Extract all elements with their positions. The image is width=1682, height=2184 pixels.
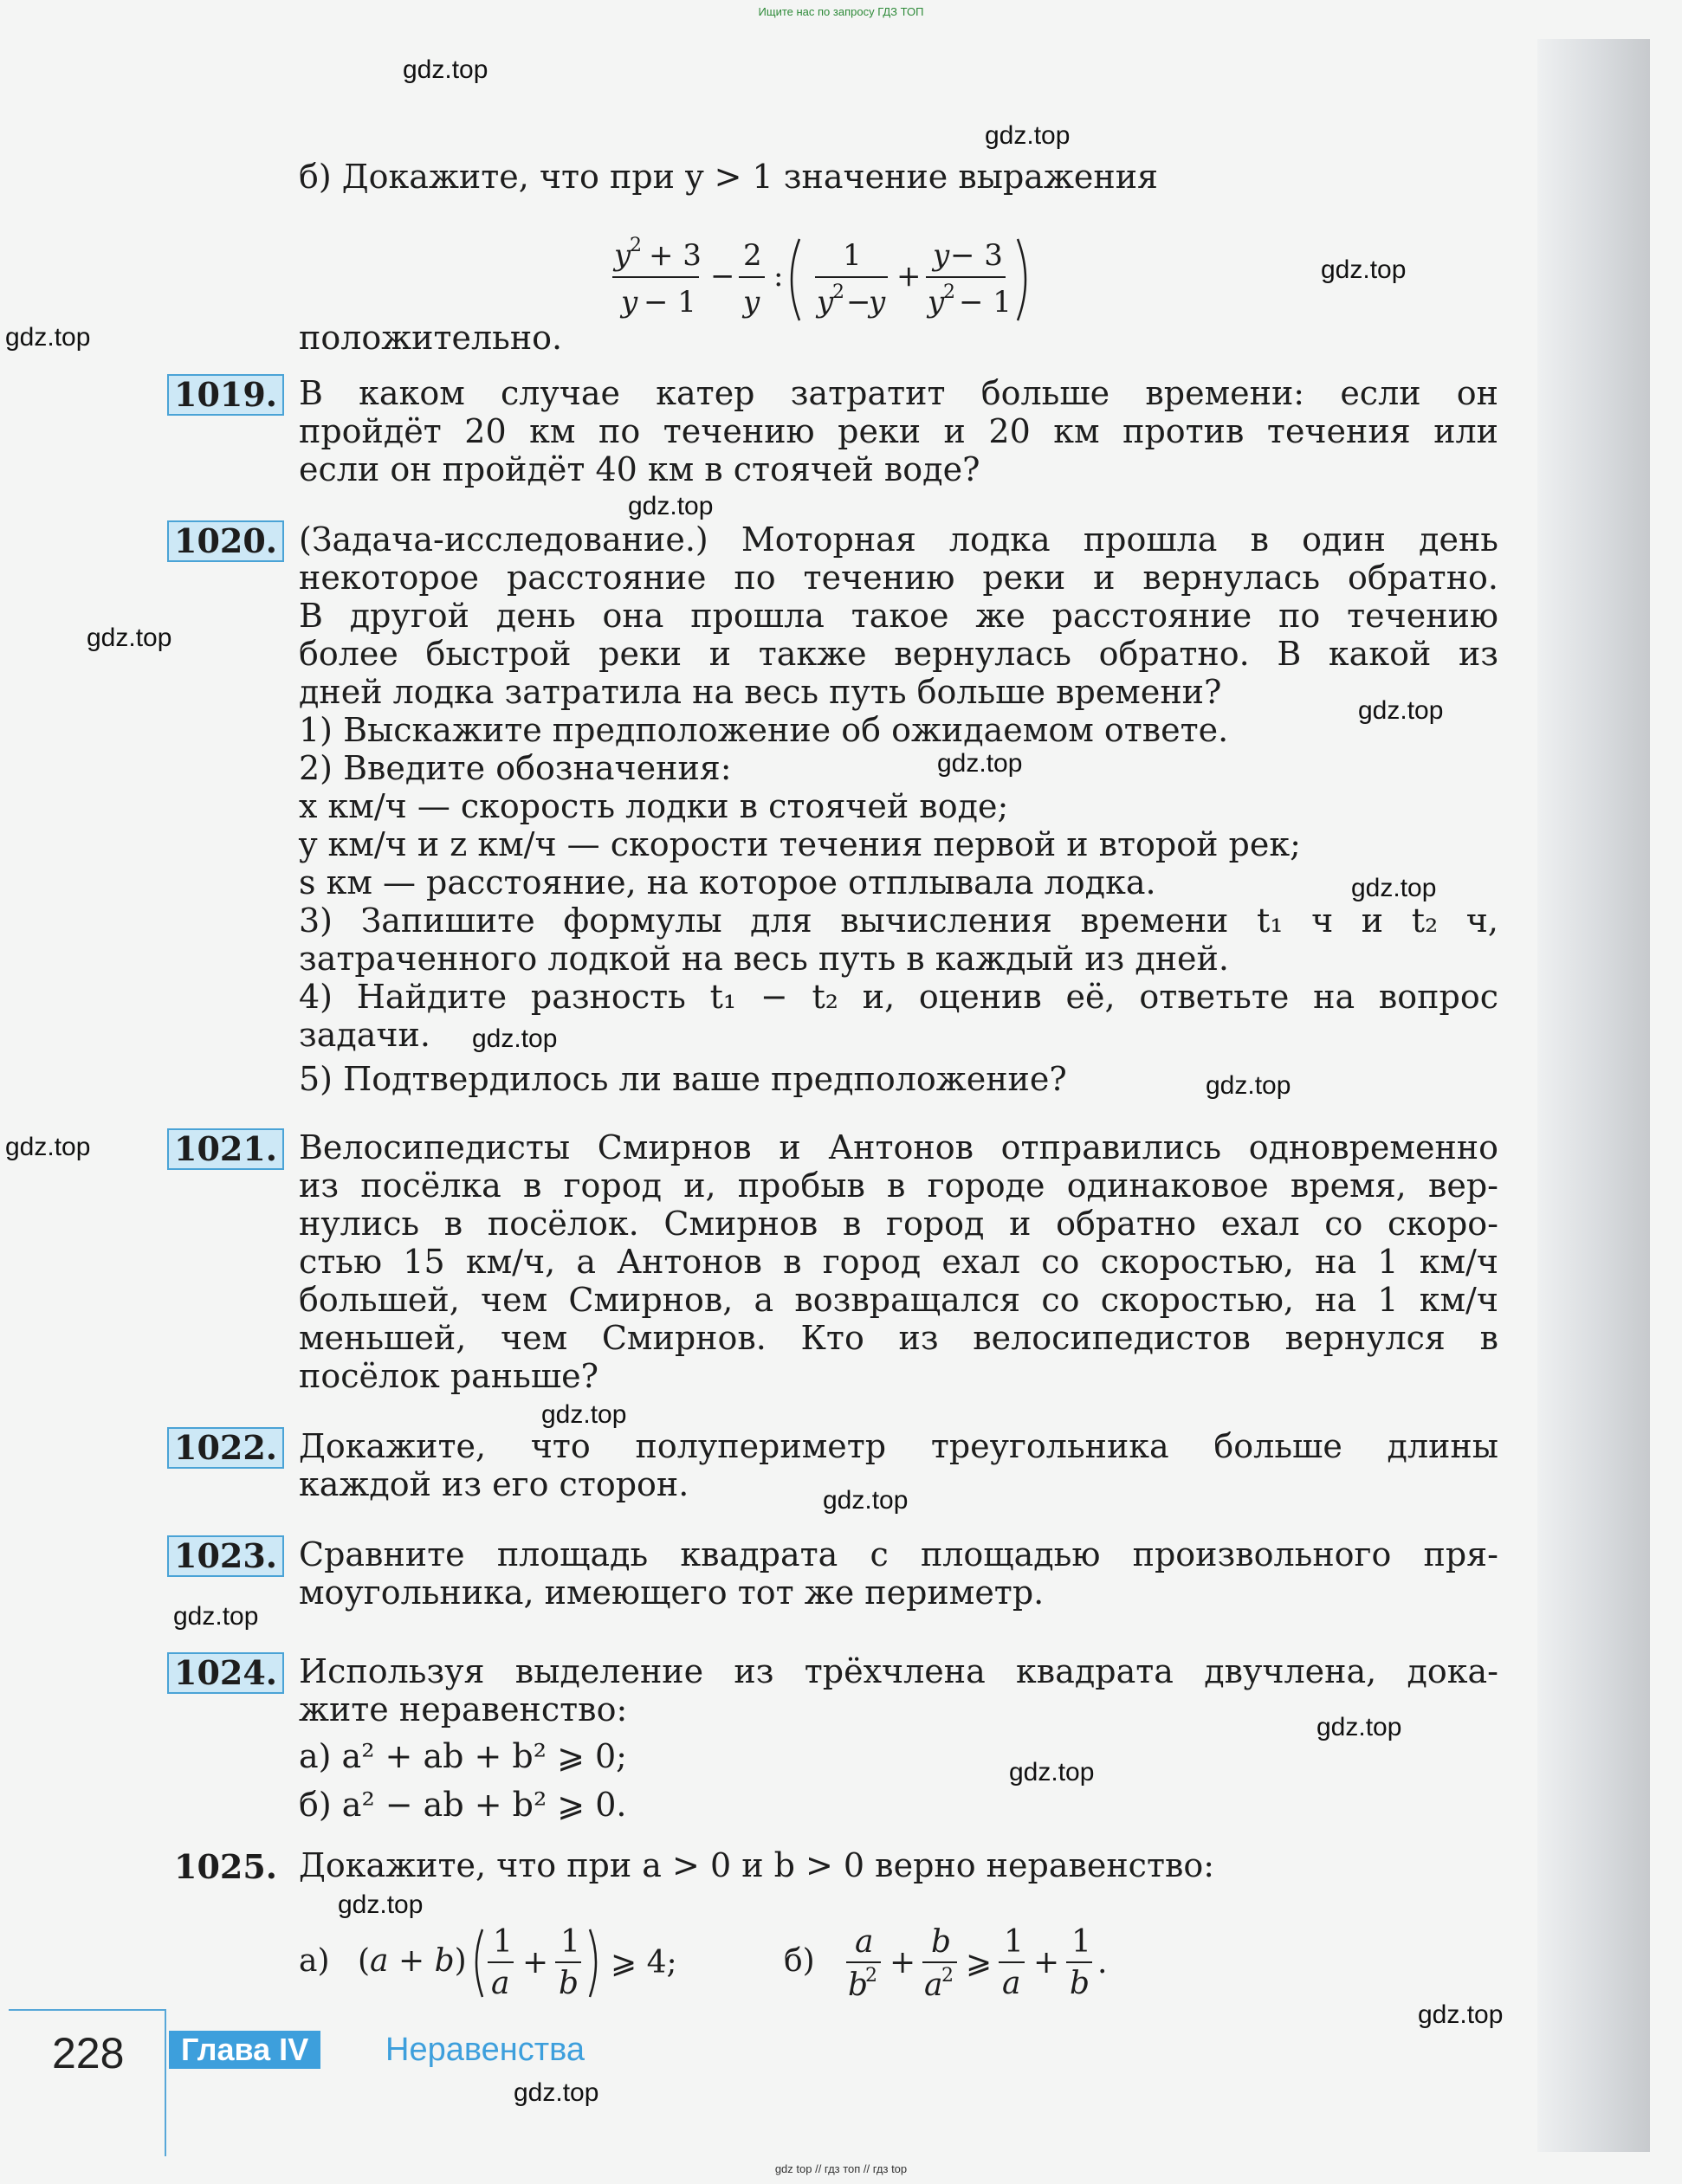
text-line: (Задача-исследование.) Моторная лодка прошла в один день (299, 520, 1498, 559)
svg-text:(a + b): (a + b) (358, 1943, 467, 1979)
svg-text::: : (773, 259, 784, 294)
watermark: gdz.top (985, 121, 1071, 150)
svg-text:1: 1 (1004, 1924, 1024, 1960)
svg-text:b: b (1070, 1966, 1090, 2001)
text-line: Велосипедисты Смирнов и Антонов отправились одновременно (299, 1128, 1498, 1166)
problem-number: 1023. (167, 1535, 284, 1577)
text-line: посёлок раньше? (299, 1357, 599, 1395)
text-line: Докажите, что полупериметр треугольника больше длины (299, 1427, 1498, 1465)
watermark: gdz.top (5, 323, 91, 352)
watermark: gdz.top (1418, 2000, 1504, 2029)
problem-number: 1021. (167, 1128, 284, 1170)
svg-text:a: a (924, 1968, 943, 2003)
text-line: 4) Найдите разность t₁ − t₂ и, оценив её, ответьте на вопрос (299, 978, 1498, 1016)
text-line: s км — расстояние, на которое отплывала лодка. (299, 863, 1156, 901)
text-line: положительно. (299, 319, 563, 357)
page-number: 228 (52, 2029, 125, 2077)
text-line: x км/ч — скорость лодки в стоячей воде; (299, 787, 1009, 825)
watermark: gdz.top (1316, 1713, 1402, 1741)
svg-text:⩾ 4;: ⩾ 4; (611, 1945, 677, 1980)
svg-text:y: y (869, 285, 886, 320)
part-a-label: а) (299, 1943, 330, 1979)
svg-text:− 1: − 1 (959, 285, 1012, 320)
page-edge-shadow (1537, 39, 1650, 2152)
text-line: дней лодка затратила на весь путь больше времени? (299, 673, 1222, 711)
watermark: gdz.top (823, 1486, 909, 1515)
bottom-banner: gdz top // гдз топ // гдз top (774, 2162, 908, 2175)
problem-number: 1019. (167, 374, 284, 416)
text-line: большей, чем Смирнов, а возвращался со скоростью, на 1 км/ч (299, 1281, 1498, 1319)
svg-text:y: y (621, 285, 638, 320)
text-line: жите неравенство: (299, 1690, 628, 1728)
text-line: В каком случае катер затратит больше времени: если он (299, 374, 1498, 412)
svg-text:y: y (928, 285, 945, 320)
text-line: а) a² + ab + b² ⩾ 0; (299, 1737, 627, 1775)
watermark: gdz.top (937, 749, 1023, 778)
footer-divider (165, 2009, 166, 2156)
svg-text:y: y (614, 238, 631, 273)
text-line: 3) Запишите формулы для вычисления времени t₁ ч и t₂ ч, (299, 901, 1498, 940)
svg-text:+: + (896, 259, 922, 294)
watermark: gdz.top (514, 2078, 599, 2107)
inequality-a (299, 1914, 697, 2017)
watermark: gdz.top (472, 1024, 558, 1053)
watermark: gdz.top (403, 55, 488, 84)
footer-rule (9, 2009, 166, 2011)
text-line: каждой из его сторон. (299, 1465, 689, 1503)
watermark: gdz.top (1206, 1071, 1291, 1100)
svg-text:b: b (931, 1924, 952, 1960)
watermark: gdz.top (1358, 696, 1444, 725)
svg-text:+: + (522, 1945, 549, 1980)
svg-text:−: − (846, 285, 871, 320)
svg-text:b: b (559, 1966, 579, 2001)
text-line: Сравните площадь квадрата с площадью произвольного пря- (299, 1535, 1498, 1573)
svg-text:2: 2 (943, 281, 955, 303)
svg-text:.: . (1097, 1945, 1108, 1980)
text-line: затраченного лодкой на весь путь в каждый из дней. (299, 940, 1229, 978)
top-banner: Ищите нас по запросу ГДЗ ТОП (758, 5, 924, 18)
text-line: Используя выделение из трёхчлена квадрата двучлена, дока- (299, 1652, 1498, 1690)
watermark: gdz.top (1351, 874, 1437, 902)
watermark: gdz.top (87, 624, 172, 652)
text-line: меньшей, чем Смирнов. Кто из велосипедистов вернулся в (299, 1319, 1498, 1357)
text-line: б) Докажите, что при y > 1 значение выражения (299, 158, 1159, 196)
chapter-name: Неравенства (385, 2032, 585, 2068)
svg-text:1: 1 (1071, 1924, 1091, 1960)
watermark: gdz.top (173, 1602, 259, 1631)
expression-svg (611, 232, 1061, 327)
text-line: y км/ч и z км/ч — скорости течения первой и второй рек; (299, 825, 1301, 863)
text-line: моугольника, имеющего тот же периметр. (299, 1573, 1045, 1612)
inequality-b-svg (784, 1914, 1130, 2009)
inequality-b (784, 1914, 1130, 2017)
watermark: gdz.top (1321, 255, 1407, 284)
text-line: из посёлка в город и, пробыв в городе одинаковое время, вер- (299, 1166, 1498, 1205)
svg-text:− 3: − 3 (950, 238, 1003, 273)
watermark: gdz.top (1009, 1758, 1095, 1787)
svg-text:y: y (817, 285, 834, 320)
problem-number: 1020. (167, 520, 284, 562)
text-line: задачи. (299, 1016, 430, 1054)
svg-text:− 1: − 1 (644, 285, 696, 320)
text-line: если он пройдёт 40 км в стоячей воде? (299, 450, 980, 488)
svg-text:⩾: ⩾ (966, 1945, 993, 1980)
svg-text:1: 1 (560, 1924, 580, 1960)
chapter-tag: Глава IV (169, 2031, 320, 2069)
watermark: gdz.top (628, 492, 714, 520)
svg-text:y: y (743, 285, 760, 320)
text-line: нулись в посёлок. Смирнов в город и обратно ехал со скоро- (299, 1205, 1498, 1243)
svg-text:1: 1 (493, 1924, 513, 1960)
text-line: некоторое расстояние по течению реки и вернулась обратно. (299, 559, 1498, 597)
svg-text:2: 2 (941, 1965, 954, 1987)
svg-text:−: − (710, 259, 735, 294)
text-line: б) a² − ab + b² ⩾ 0. (299, 1786, 627, 1824)
svg-text:2: 2 (865, 1965, 877, 1987)
svg-text:a: a (491, 1966, 510, 2001)
text-line: В другой день она прошла такое же расстояние по течению (299, 597, 1498, 635)
svg-text:+ 3: + 3 (649, 238, 702, 273)
svg-text:b: b (848, 1968, 869, 2003)
problem-number: 1024. (167, 1652, 284, 1694)
text-line: 5) Подтвердилось ли ваше предположение? (299, 1060, 1067, 1098)
svg-text:+: + (890, 1945, 916, 1980)
text-line: Докажите, что при a > 0 и b > 0 верно неравенство: (299, 1846, 1215, 1884)
svg-text:y: y (933, 238, 950, 273)
watermark: gdz.top (541, 1400, 627, 1429)
text-line: 1) Выскажите предположение об ожидаемом ответе. (299, 711, 1229, 749)
svg-text:2: 2 (743, 238, 762, 273)
svg-text:2: 2 (630, 235, 642, 256)
problem-number: 1022. (167, 1427, 284, 1469)
problem-number: 1025. (174, 1847, 277, 1886)
watermark: gdz.top (338, 1890, 424, 1919)
inequality-a-svg (299, 1914, 697, 2009)
svg-text:+: + (1033, 1945, 1060, 1980)
svg-text:a: a (1002, 1966, 1021, 2001)
part-b-label: б) (784, 1943, 815, 1979)
svg-text:2: 2 (832, 281, 844, 303)
svg-text:a: a (855, 1924, 874, 1960)
svg-text:1: 1 (843, 238, 862, 273)
text-line: стью 15 км/ч, а Антонов в город ехал со скоростью, на 1 км/ч (299, 1243, 1498, 1281)
watermark: gdz.top (5, 1133, 91, 1161)
text-line: более быстрой реки и также вернулась обратно. В какой из (299, 635, 1498, 673)
text-line: 2) Введите обозначения: (299, 749, 732, 787)
text-line: пройдёт 20 км по течению реки и 20 км против течения или (299, 412, 1498, 450)
